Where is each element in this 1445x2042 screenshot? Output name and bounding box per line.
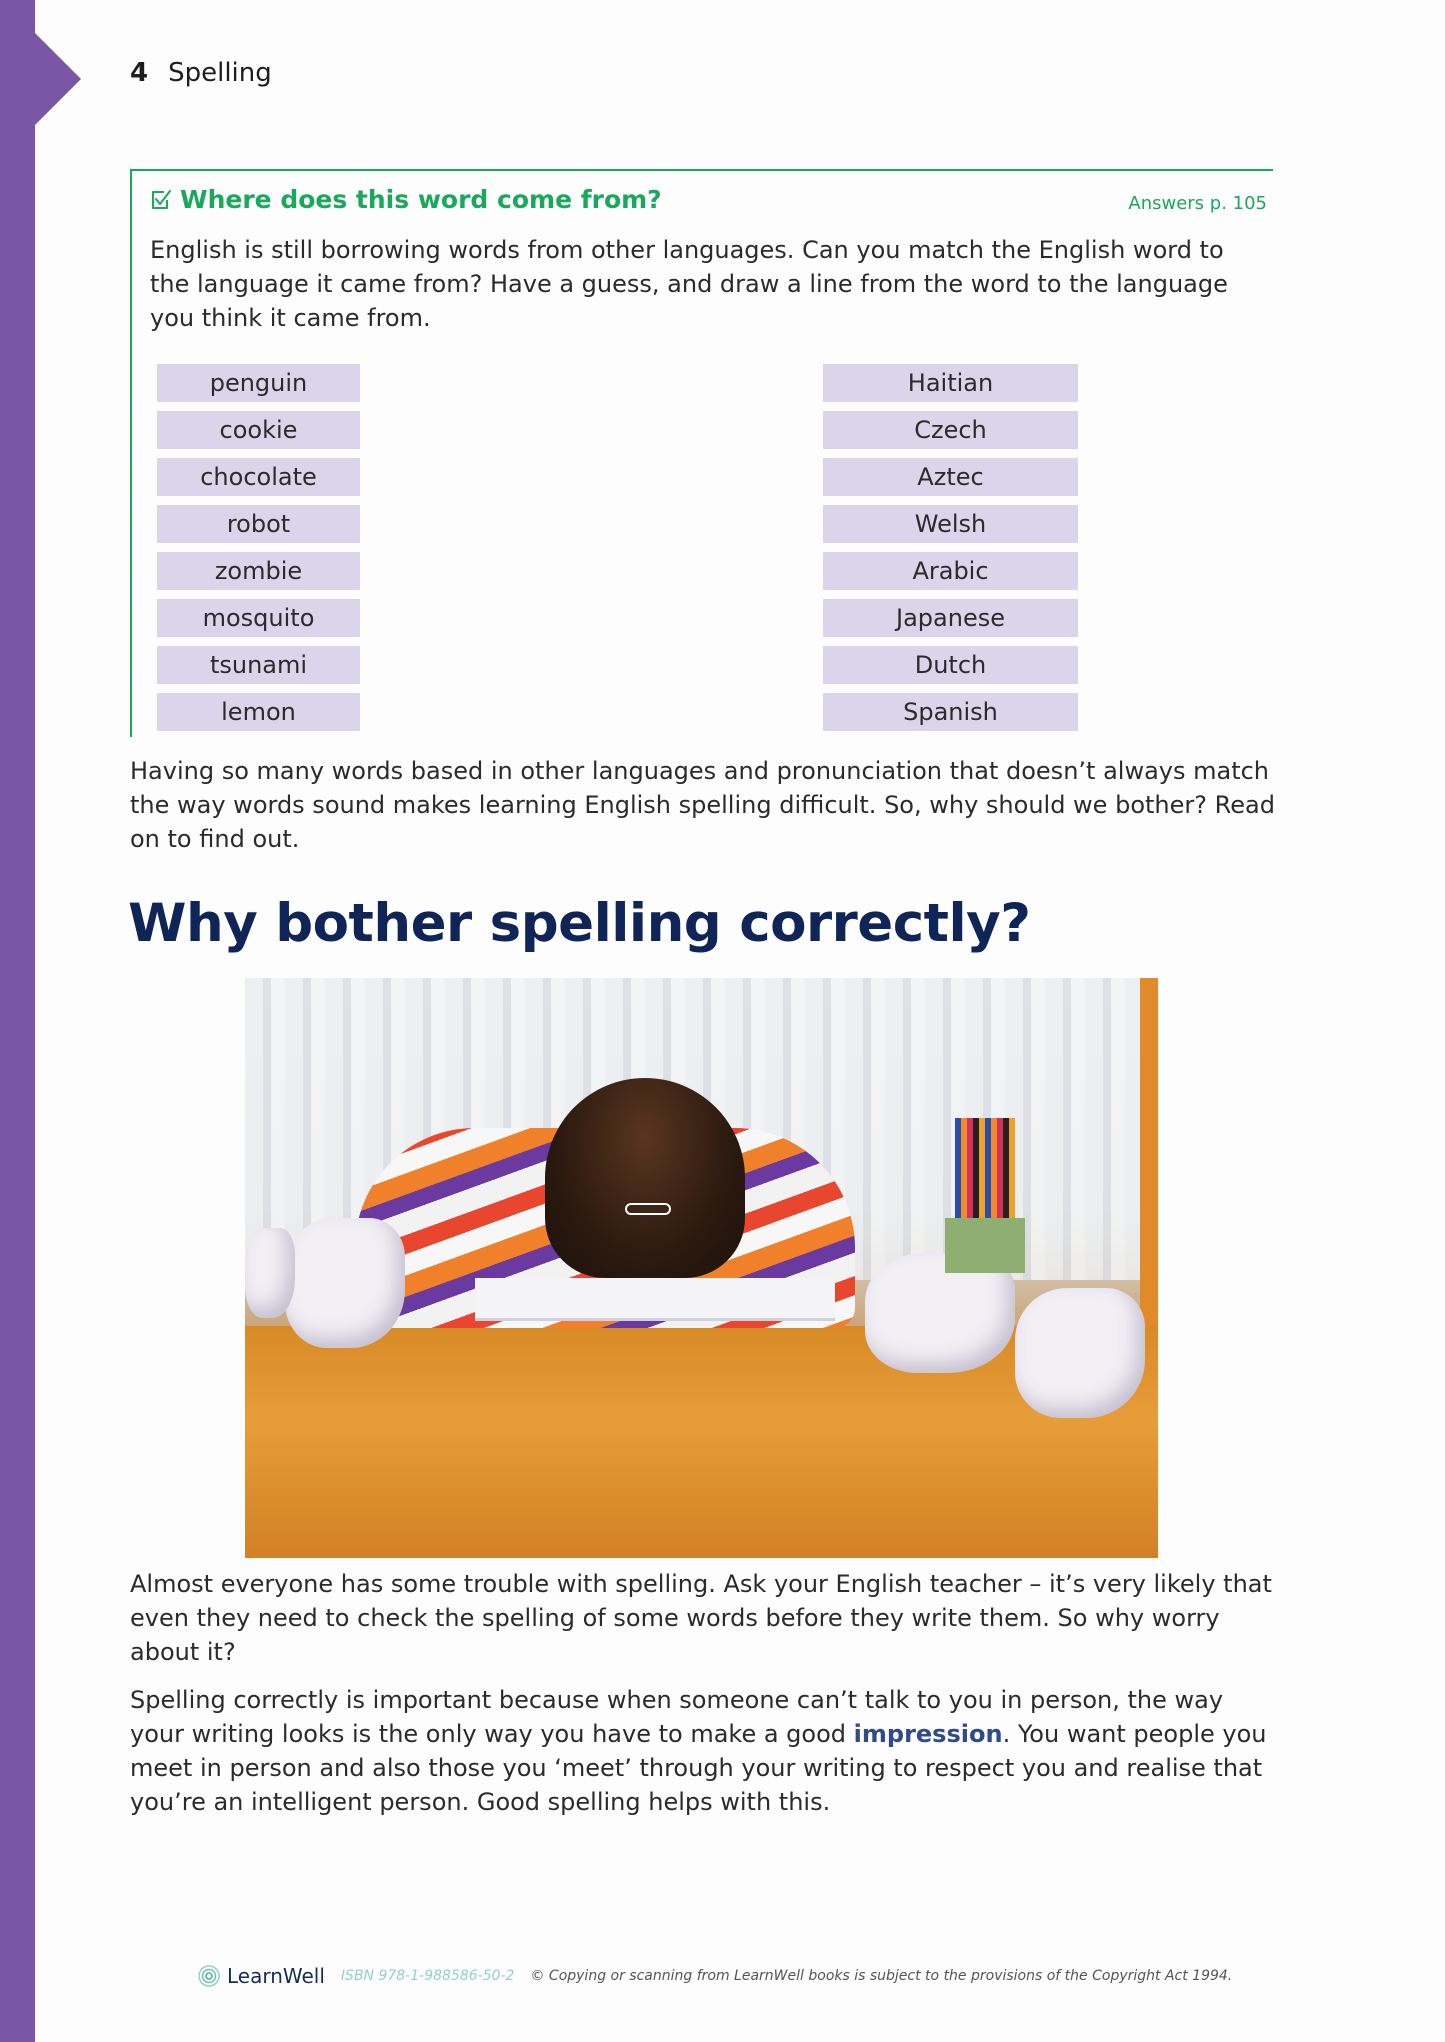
language-item[interactable]: Spanish: [823, 693, 1078, 731]
language-item[interactable]: Dutch: [823, 646, 1078, 684]
section-heading: Why bother spelling correctly?: [128, 893, 1031, 954]
paragraph-3: [130, 1683, 1280, 1819]
paragraph-3-text: Spelling correctly is important because when someone can’t talk to you in person, the way your writing looks is the only way you have to make a good: [130, 1686, 1224, 1748]
photo-crumpled-paper: [245, 1228, 295, 1318]
activity-instructions: English is still borrowing words from other languages. Can you match the English word to the language it came from? Have a guess, and draw a line from the word to the language you think it came from.: [150, 236, 1228, 332]
chapter-tab-arrow: [35, 33, 81, 125]
language-item[interactable]: Arabic: [823, 552, 1078, 590]
student-photo: [245, 978, 1158, 1558]
sidebar-stripe: [0, 0, 35, 2042]
activity-box: [130, 169, 1273, 737]
isbn: ISBN 978-1-988586-50-2: [340, 1968, 515, 1984]
copyright-notice: © Copying or scanning from LearnWell books is subject to the provisions of the Copyright Act 1994.: [530, 1968, 1233, 1984]
word-list: [157, 364, 360, 740]
word-item[interactable]: lemon: [157, 693, 360, 731]
chapter-number: 4: [130, 58, 149, 88]
logo-text: LearnWell: [227, 1964, 325, 1988]
language-item[interactable]: Haitian: [823, 364, 1078, 402]
page-footer: [197, 1964, 1232, 1988]
chapter-title: Spelling: [168, 58, 272, 88]
answers-reference: Answers p. 105: [1128, 193, 1267, 214]
paragraph-3-text-end: . You want people you meet in person and also those you ‘meet’ through your writing to respect you and realise that you’re an intelligent person. Good spelling helps with this.: [130, 1720, 1267, 1816]
word-item[interactable]: mosquito: [157, 599, 360, 637]
activity-title-text: Where does this word come from?: [180, 185, 662, 214]
photo-hairclip: [625, 1203, 671, 1215]
language-item[interactable]: Welsh: [823, 505, 1078, 543]
checkbox-pencil-icon: [150, 189, 172, 211]
language-list: [823, 364, 1078, 740]
language-item[interactable]: Czech: [823, 411, 1078, 449]
photo-notebook: [475, 1278, 835, 1321]
word-item[interactable]: cookie: [157, 411, 360, 449]
language-item[interactable]: Japanese: [823, 599, 1078, 637]
keyword-impression: impression: [853, 1720, 1003, 1748]
language-item[interactable]: Aztec: [823, 458, 1078, 496]
intro-paragraph: Having so many words based in other languages and pronunciation that doesn’t always match the way words sound makes learning English spelling difficult. So, why should we bother? Read on to find out.: [130, 757, 1275, 853]
photo-crumpled-paper: [1015, 1288, 1145, 1418]
photo-crumpled-paper: [285, 1218, 405, 1348]
spiral-logo-icon: [197, 1964, 221, 1988]
photo-door-frame: [1140, 978, 1158, 1338]
word-item[interactable]: penguin: [157, 364, 360, 402]
word-item[interactable]: robot: [157, 505, 360, 543]
learnwell-logo: [197, 1964, 325, 1988]
photo-head: [545, 1078, 745, 1278]
word-item[interactable]: chocolate: [157, 458, 360, 496]
word-item[interactable]: tsunami: [157, 646, 360, 684]
photo-pencil-cup: [945, 1218, 1025, 1273]
word-item[interactable]: zombie: [157, 552, 360, 590]
activity-title: [150, 185, 662, 214]
paragraph-2: Almost everyone has some trouble with spelling. Ask your English teacher – it’s very likely that even they need to check the spelling of some words before they write them. So why worry about it?: [130, 1570, 1272, 1666]
chapter-header: [130, 58, 272, 88]
